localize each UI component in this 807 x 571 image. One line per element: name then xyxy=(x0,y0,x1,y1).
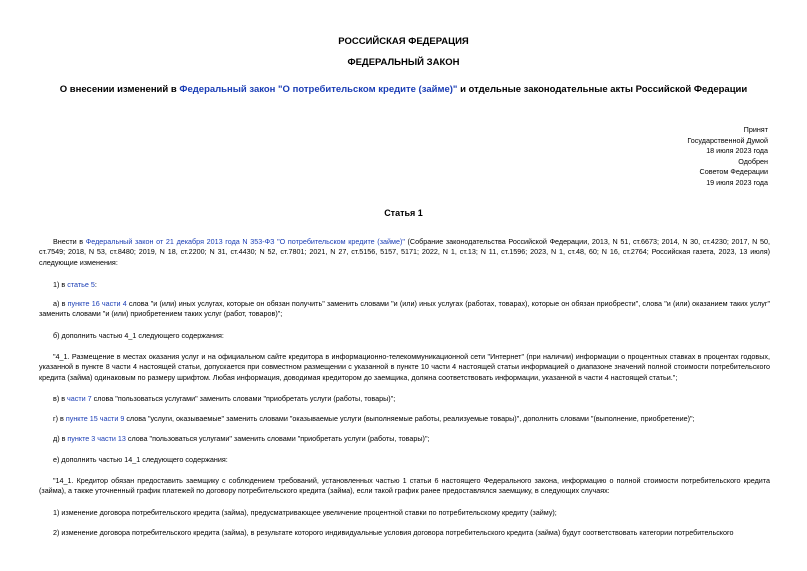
text-span: : xyxy=(94,280,97,289)
point-16-part-4-link[interactable]: пункте 16 части 4 xyxy=(67,299,127,308)
paragraph-item-a xyxy=(39,299,770,320)
law-title-suffix: и отдельные законодательные акты Российской Федерации xyxy=(457,84,748,95)
paragraph-item-d xyxy=(39,434,770,444)
country-heading: РОССИЙСКАЯ ФЕДЕРАЦИЯ xyxy=(338,36,469,47)
text-span: слова "пользоваться услугами" заменить словами "приобретать услуги (работы, товары)"; xyxy=(91,394,396,403)
text-span: д) в xyxy=(53,434,68,443)
point-3-part-13-link[interactable]: пункте 3 части 13 xyxy=(67,434,126,443)
law-title-link[interactable]: Федеральный закон "О потребительском кредите (займе)" xyxy=(179,84,458,95)
text-span: слова "пользоваться услугами" заменить словами "приобретать услуги (работы, товары)"; xyxy=(125,434,430,443)
text-span: в) в xyxy=(53,394,68,403)
paragraph-case-1: 1) изменение договора потребительского кредита (займа), предусматривающее увеличение процентной ставки по потребительскому кредиту (займу); xyxy=(53,508,557,517)
adoption-line: Государственной Думой xyxy=(687,135,768,145)
text-span: слова "и (или) иных услугах, которые он обязан получить" заменить словами "и (или) иных услугах (работах, товарах), которые он обязан приобрести", слова "и (или) оказанием таких услуг" заменить словами "и (или) приобретением таких услуг (работ, товаров)"; xyxy=(39,299,771,319)
adoption-line: Принят xyxy=(743,125,768,134)
adoption-block xyxy=(568,125,768,189)
part-7-link[interactable]: части 7 xyxy=(67,394,92,403)
paragraph-case-2: 2) изменение договора потребительского кредита (займа), в результате которого индивидуальные условия договора потребительского кредита (займа) будут соответствовать категории потребительского xyxy=(53,528,734,537)
adoption-line: Одобрен xyxy=(738,156,768,166)
paragraph-item-g xyxy=(39,414,770,424)
law-title xyxy=(0,84,807,95)
adoption-line: 18 июля 2023 года xyxy=(706,146,768,156)
law-title-prefix: О внесении изменений в xyxy=(59,84,180,95)
adoption-line: Советом Федерации xyxy=(699,167,768,177)
text-span: 1) в xyxy=(53,280,68,289)
paragraph-item-b: б) дополнить частью 4_1 следующего содержания: xyxy=(53,331,224,340)
doc-type-heading: ФЕДЕРАЛЬНЫЙ ЗАКОН xyxy=(347,57,460,68)
paragraph-intro xyxy=(39,237,770,268)
paragraph-item-v xyxy=(39,394,770,404)
article-5-link[interactable]: статье 5 xyxy=(67,280,95,289)
text-span: (Собрание законодательства Российской Федерации, 2013, N 51, ст.6673; 2014, N 30, ст.4230; 2017, N 50, ст.7549; 2018, N 53, ст.8480; 2019, N 18, ст.2200; N 31, ст.4430; N 52, ст.7801; 2021, N 27, ст.5156, 5157, 5171; 2022, N 1, ст.13; N 11, ст.1596; 2023, N 1, ст.48, 60; N 16, ст.2764; Российская газета, 2023, 13 июля) следующие изменения: xyxy=(39,237,770,267)
paragraph-part-4-1: "4_1. Размещение в местах оказания услуг и на официальном сайте кредитора в информационно-телекоммуникационной сети "Интернет" (при наличии) информации о процентных ставках в процентах годовых, указанной в пункте 8 части 4 настоящей статьи, допускается при совместном размещении с указанной в пункте 10 части 4 настоящей статьи информацией о диапазоне значений полной стоимости потребительского кредита (займа) одинаковым по размеру шрифтом. Любая информация, доводимая кредитором до заемщика, должна соответствовать информации, указанной в части 4 настоящей статьи."; xyxy=(39,352,770,382)
text-span: г) в xyxy=(53,414,66,423)
adoption-line: 19 июля 2023 года xyxy=(706,177,768,187)
paragraph-item-e: е) дополнить частью 14_1 следующего содержания: xyxy=(53,455,228,464)
text-span: слова "услуги, оказываемые" заменить словами "оказываемые услуги (выполняемые работы, реализуемые товары)", дополнить словами "(выполнение, приобретение)"; xyxy=(124,414,695,423)
federal-law-link[interactable]: Федеральный закон от 21 декабря 2013 года N 353-ФЗ "О потребительском кредите (займе)" xyxy=(85,237,405,246)
point-15-part-9-link[interactable]: пункте 15 части 9 xyxy=(65,414,125,423)
article-title: Статья 1 xyxy=(384,208,423,218)
text-span: Внести в xyxy=(53,237,86,246)
paragraph-part-14-1: "14_1. Кредитор обязан предоставить заемщику с соблюдением требований, установленных частью 1 статьи 6 настоящего Федерального закона, информацию о полной стоимости потребительского кредита (займа), а также уточненный график платежей по договору потребительского кредита (займа), если такой график ранее предоставлялся заемщику, в следующих случаях: xyxy=(39,476,770,496)
text-span: а) в xyxy=(53,299,68,308)
paragraph-item-1 xyxy=(39,280,770,290)
